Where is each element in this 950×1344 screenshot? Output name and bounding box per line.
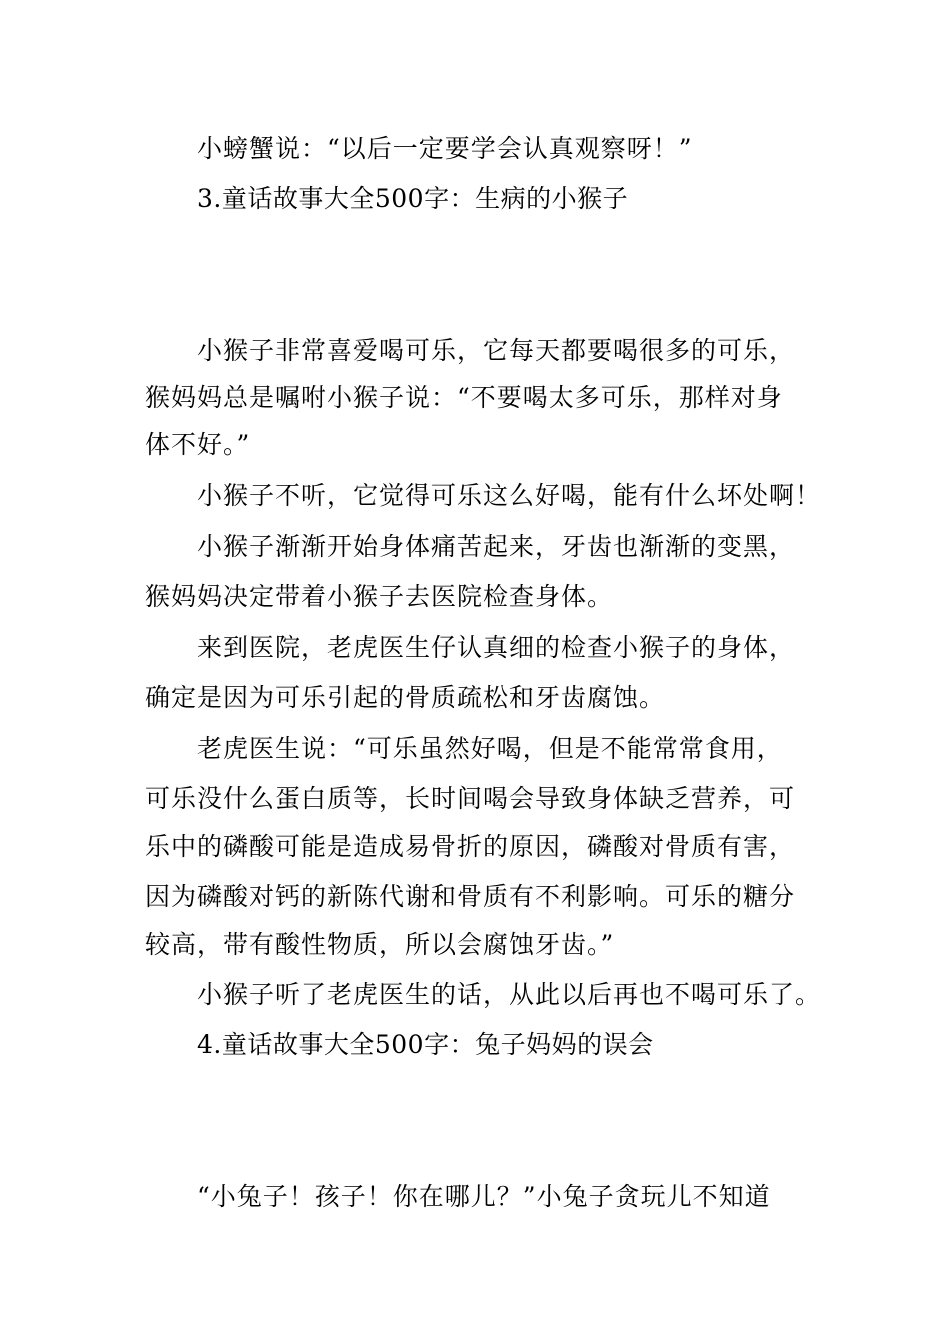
- section-heading: 4.童话故事大全500字：兔子妈妈的误会: [197, 1030, 654, 1059]
- paragraph-line: “小兔子！孩子！你在哪儿？”小兔子贪玩儿不知道: [197, 1182, 771, 1211]
- paragraph-line: 因为磷酸对钙的新陈代谢和骨质有不利影响。可乐的糖分: [145, 882, 796, 911]
- paragraph-line: 小猴子不听，它觉得可乐这么好喝，能有什么坏处啊！: [197, 481, 822, 510]
- paragraph-line: 可乐没什么蛋白质等，长时间喝会导致身体缺乏营养，可: [145, 784, 796, 813]
- paragraph-line: 小猴子非常喜爱喝可乐，它每天都要喝很多的可乐，: [197, 336, 796, 365]
- paragraph-line: 小螃蟹说：“以后一定要学会认真观察呀！”: [197, 134, 693, 163]
- section-heading: 3.童话故事大全500字：生病的小猴子: [197, 184, 629, 213]
- paragraph-line: 猴妈妈决定带着小猴子去医院检查身体。: [145, 582, 614, 611]
- paragraph-line: 小猴子渐渐开始身体痛苦起来，牙齿也渐渐的变黑，: [197, 532, 796, 561]
- paragraph-line: 小猴子听了老虎医生的话，从此以后再也不喝可乐了。: [197, 980, 822, 1009]
- paragraph-line: 来到医院，老虎医生仔认真细的检查小猴子的身体，: [197, 633, 796, 662]
- paragraph-line: 较高，带有酸性物质，所以会腐蚀牙齿。”: [145, 930, 615, 959]
- paragraph-line: 确定是因为可乐引起的骨质疏松和牙齿腐蚀。: [145, 683, 666, 712]
- paragraph-line: 体不好。”: [145, 430, 251, 459]
- paragraph-line: 老虎医生说：“可乐虽然好喝，但是不能常常食用，: [197, 734, 783, 763]
- paragraph-line: 乐中的磷酸可能是造成易骨折的原因，磷酸对骨质有害，: [145, 832, 796, 861]
- paragraph-line: 猴妈妈总是嘱咐小猴子说：“不要喝太多可乐，那样对身: [145, 383, 783, 412]
